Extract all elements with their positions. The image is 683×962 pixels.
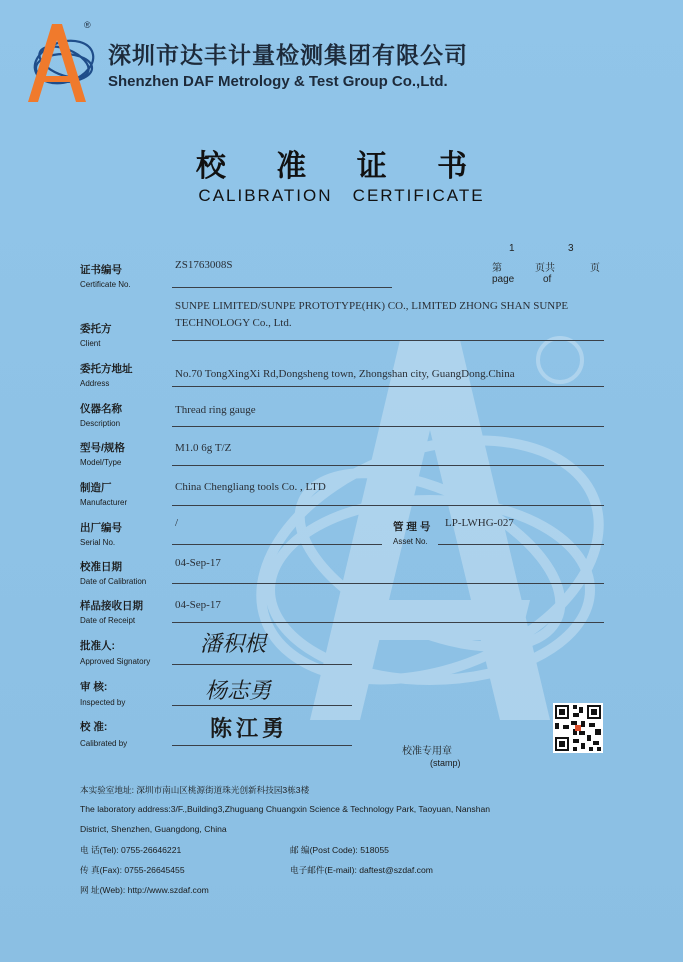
certificate-no-value: ZS1763008S: [175, 259, 233, 271]
manufacturer-label-cn: 制造厂: [80, 482, 112, 494]
manufacturer-underline: [172, 505, 604, 506]
calibrated-underline: [172, 745, 352, 746]
address-value: No.70 TongXingXi Rd,Dongsheng town, Zhongshan city, GuangDong.China: [175, 368, 515, 380]
registered-mark: ®: [84, 20, 91, 30]
inspected-label-cn: 审 核:: [80, 681, 108, 693]
company-logo-icon: [22, 18, 98, 104]
certificate-no-label-en: Certificate No.: [80, 280, 131, 289]
stamp-label-en: (stamp): [430, 758, 461, 768]
address-label-cn: 委托方地址: [80, 363, 133, 375]
approved-underline: [172, 664, 352, 665]
footer-address-en-line2: District, Shenzhen, Guangdong, China: [80, 824, 227, 834]
client-underline: [172, 340, 604, 341]
stamp-label-cn: 校准专用章: [402, 746, 452, 757]
serial-no-label-en: Serial No.: [80, 538, 116, 547]
description-value: Thread ring gauge: [175, 404, 256, 416]
footer-web: 网 址(Web): http://www.szdaf.com: [80, 885, 209, 895]
manufacturer-label-en: Manufacturer: [80, 498, 128, 507]
page-number: 1: [509, 243, 515, 254]
calibration-date-label-en: Date of Calibration: [80, 577, 147, 586]
receipt-date-label-cn: 样品接收日期: [80, 600, 143, 612]
inspected-label-en: Inspected by: [80, 698, 126, 707]
calibrated-signature: 陈江勇: [210, 716, 289, 742]
model-label-cn: 型号/规格: [80, 442, 125, 454]
certificate-no-underline: [172, 287, 392, 288]
client-value-line1: SUNPE LIMITED/SUNPE PROTOTYPE(HK) CO., LIMITED ZHONG SHAN SUNPE: [175, 300, 569, 312]
calibration-date-value: 04-Sep-17: [175, 557, 221, 569]
company-name-cn: 深圳市达丰计量检测集团有限公司: [108, 42, 468, 68]
client-label-en: Client: [80, 339, 101, 348]
asset-no-underline: [438, 544, 604, 545]
asset-no-value: LP-LWHG-027: [445, 517, 514, 529]
page-total: 3: [568, 243, 574, 254]
model-value: M1.0 6g T/Z: [175, 442, 232, 454]
asset-no-label-en: Asset No.: [393, 537, 428, 546]
model-label-en: Model/Type: [80, 458, 122, 467]
page-en-label: page: [492, 274, 515, 285]
of-en-label: of: [543, 274, 552, 285]
certificate-title-en: CALIBRATION CERTIFICATE: [198, 186, 485, 205]
model-underline: [172, 465, 604, 466]
inspected-underline: [172, 705, 352, 706]
description-label-en: Description: [80, 419, 121, 428]
page-ye-label: 页: [590, 263, 600, 274]
receipt-date-underline: [172, 622, 604, 623]
footer-email: 电子邮件(E-mail): daftest@szdaf.com: [290, 865, 433, 875]
receipt-date-label-en: Date of Receipt: [80, 616, 136, 625]
serial-no-label-cn: 出厂编号: [80, 522, 122, 534]
receipt-date-value: 04-Sep-17: [175, 599, 221, 611]
calibration-date-label-cn: 校准日期: [80, 561, 122, 573]
calibrated-label-cn: 校 准:: [80, 721, 108, 733]
footer-fax: 传 真(Fax): 0755-26645455: [80, 865, 185, 875]
calibration-date-underline: [172, 583, 604, 584]
inspected-signature: 杨志勇: [205, 679, 272, 704]
manufacturer-value: China Chengliang tools Co. , LTD: [175, 481, 326, 493]
footer-address-cn: 本实验室地址: 深圳市南山区桃源街道珠光创新科技园3栋3楼: [80, 785, 310, 795]
serial-no-underline: [172, 544, 382, 545]
approved-label-cn: 批准人:: [80, 640, 115, 652]
address-label-en: Address: [80, 379, 110, 388]
certificate-no-label-cn: 证书编号: [80, 264, 122, 276]
approved-signature: 潘积根: [200, 632, 267, 657]
address-underline: [172, 386, 604, 387]
approved-label-en: Approved Signatory: [80, 657, 151, 666]
footer-postcode: 邮 编(Post Code): 518055: [290, 845, 389, 855]
description-underline: [172, 426, 604, 427]
footer-address-en-line1: The laboratory address:3/F.,Building3,Zhuguang Chuangxin Science & Technology Park, Taoyuan, Nanshan: [80, 804, 491, 814]
company-name-en: Shenzhen DAF Metrology & Test Group Co.,Ltd.: [108, 73, 448, 90]
client-value-line2: TECHNOLOGY Co., Ltd.: [175, 317, 292, 329]
footer-tel: 电 话(Tel): 0755-26646221: [80, 845, 182, 855]
calibrated-label-en: Calibrated by: [80, 739, 128, 748]
qr-code-icon: [553, 703, 603, 753]
description-label-cn: 仪器名称: [80, 403, 122, 415]
asset-no-label-cn: 管 理 号: [393, 521, 431, 533]
client-label-cn: 委托方: [80, 323, 112, 335]
serial-no-value: /: [175, 517, 179, 529]
certificate-title-cn: 校 准 证 书: [195, 149, 488, 184]
page-di-label: 第: [492, 263, 502, 274]
page-yegong-label: 页共: [535, 263, 555, 274]
